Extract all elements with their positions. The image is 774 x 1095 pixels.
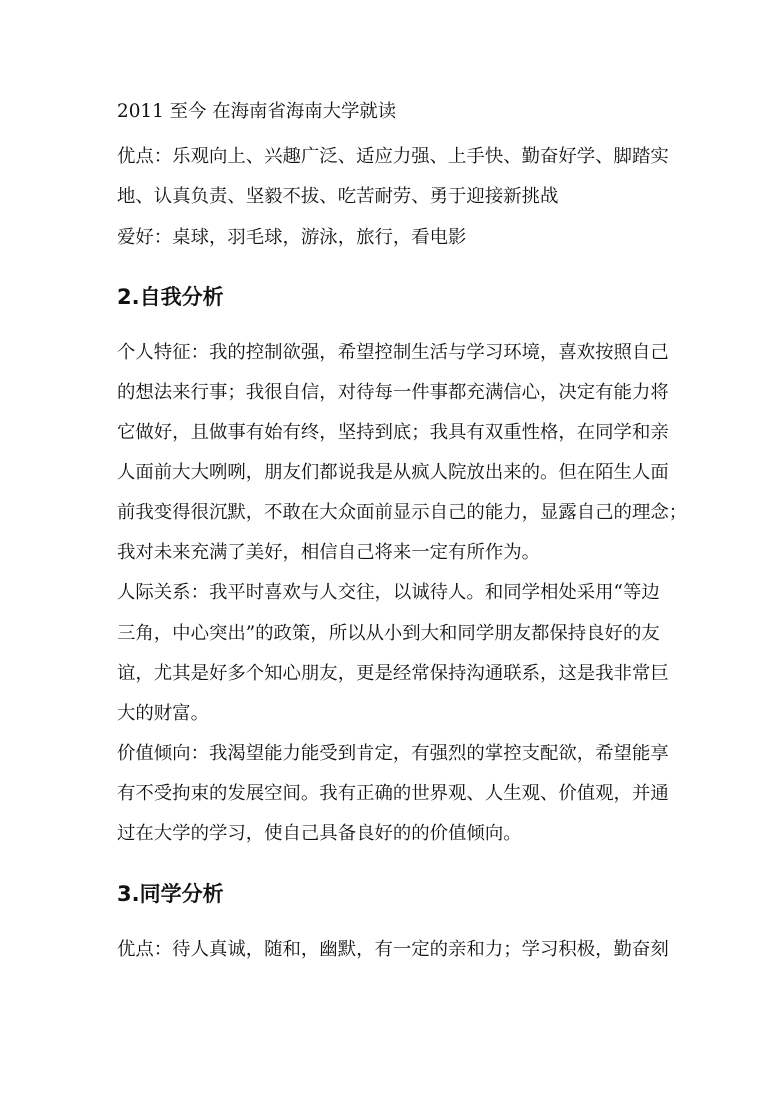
personality-line: 我对未来充满了美好，相信自己将来一定有所作为。 [117, 542, 540, 563]
section-heading-classmate-analysis: 3.同学分析 [117, 882, 224, 906]
relationships-line: 三角，中心突出”的政策，所以从小到大和同学朋友都保持良好的友 [117, 623, 660, 644]
personality-line: 人面前大大咧咧，朋友们都说我是从疯人院放出来的。但在陌生人面 [117, 462, 669, 483]
hobbies-line: 爱好：桌球，羽毛球，游泳，旅行，看电影 [117, 227, 467, 248]
personality-line: 的想法来行事；我很自信，对待每一件事都充满信心，决定有能力将 [117, 382, 669, 403]
relationships-line: 大的财富。 [117, 703, 209, 724]
values-line: 价值倾向：我渴望能力能受到肯定，有强烈的掌控支配欲，希望能享 [117, 743, 669, 764]
values-line: 有不受拘束的发展空间。我有正确的世界观、人生观、价值观，并通 [117, 783, 669, 804]
personality-line: 它做好，且做事有始有终，坚持到底；我具有双重性格，在同学和亲 [117, 422, 669, 443]
personality-line: 个人特征：我的控制欲强，希望控制生活与学习环境，喜欢按照自己 [117, 342, 669, 363]
education-line: 2011 至今 在海南省海南大学就读 [117, 101, 397, 122]
relationships-line: 人际关系：我平时喜欢与人交往，以诚待人。和同学相处采用“等边 [117, 582, 660, 603]
classmate-strengths-line: 优点：待人真诚，随和，幽默，有一定的亲和力；学习积极，勤奋刻 [117, 939, 669, 960]
section-heading-self-analysis: 2.自我分析 [117, 285, 224, 309]
relationships-line: 谊，尤其是好多个知心朋友，更是经常保持沟通联系，这是我非常巨 [117, 663, 669, 684]
strengths-line-2: 地、认真负责、坚毅不拔、吃苦耐劳、勇于迎接新挑战 [117, 186, 559, 207]
strengths-line-1: 优点：乐观向上、兴趣广泛、适应力强、上手快、勤奋好学、脚踏实 [117, 146, 669, 167]
personality-line: 前我变得很沉默，不敢在大众面前显示自己的能力，显露自己的理念； [117, 502, 688, 523]
values-line: 过在大学的学习，使自己具备良好的的价值倾向。 [117, 823, 522, 844]
